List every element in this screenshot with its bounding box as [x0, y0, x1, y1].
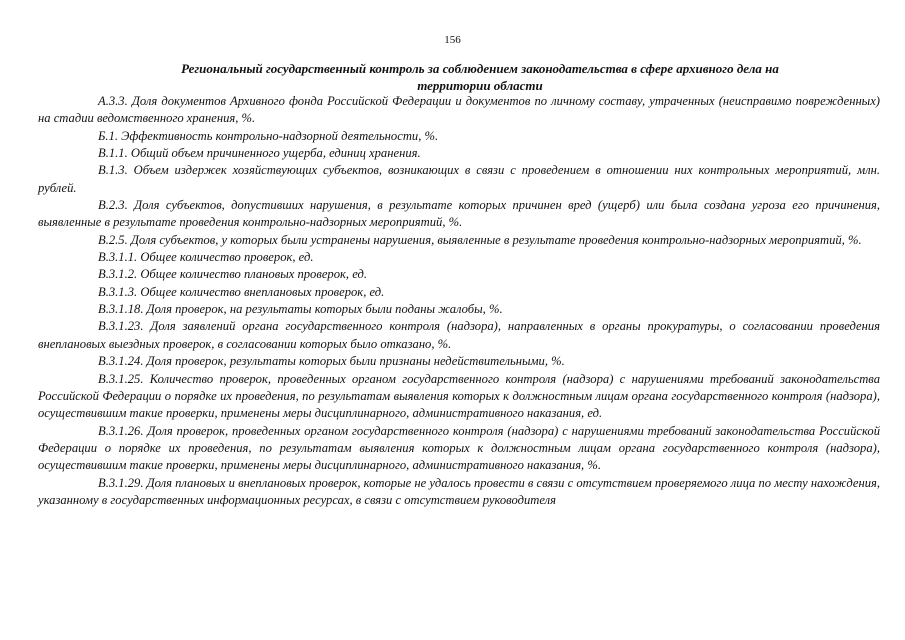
paragraph-v-3-1-3: В.3.1.3. Общее количество внеплановых проверок, ед. — [98, 284, 385, 299]
paragraph-v-2-5: В.2.5. Доля субъектов, у которых были устранены нарушения, выявленные в результате проведения контрольно-надзорных мероприятий, %. — [98, 232, 862, 247]
paragraph-v-2-3: В.2.3. Доля субъектов, допустивших нарушения, в результате которых причинен вред (ущерб) или была создана угроза его причинения, выявленные в результате проведения контрольно-надзорных мероприятий, %. — [38, 198, 880, 230]
paragraph-b-1: Б.1. Эффективность контрольно-надзорной деятельности, %. — [98, 128, 439, 143]
paragraph-v-3-1-18: В.3.1.18. Доля проверок, на результаты которых были поданы жалобы, %. — [98, 302, 503, 317]
paragraph-a-3-3: А.3.3. Доля документов Архивного фонда Российской Федерации и документов по личному составу, утраченных (неисправимо поврежденных) на стадии ведомственного хранения, %. — [38, 94, 880, 126]
paragraph-v-3-1-1: В.3.1.1. Общее количество проверок, ед. — [98, 250, 314, 265]
section-title: Региональный государственный контроль за соблюдением законодательства в сфере архивного дела на территории области — [181, 61, 779, 93]
paragraph-v-1-3: В.1.3. Объем издержек хозяйствующих субъектов, возникающих в связи с проведением в отношении них контрольных мероприятий, млн. рублей. — [38, 163, 880, 195]
paragraph-v-3-1-24: В.3.1.24. Доля проверок, результаты которых были признаны недействительными, %. — [98, 354, 565, 369]
paragraph-v-3-1-23: В.3.1.23. Доля заявлений органа государственного контроля (надзора), направленных в органы прокуратуры, о согласовании проведения внеплановых выездных проверок, в согласовании которых было отказано, %. — [38, 319, 880, 351]
paragraph-v-3-1-25: В.3.1.25. Количество проверок, проведенных органом государственного контроля (надзора) с нарушениями требований законодательства Российской Федерации о порядке их проведения, по результатам выявления которых к должностным лицам органа государственного контроля (надзора), осуществившим такие проверки, применены меры дисциплинарного, административного наказания, ед. — [38, 371, 880, 421]
paragraph-v-3-1-2: В.3.1.2. Общее количество плановых проверок, ед. — [98, 267, 367, 282]
paragraph-v-3-1-29: В.3.1.29. Доля плановых и внеплановых проверок, которые не удалось провести в связи с отсутствием проверяемого лица по месту нахождения, указанному в государственных информационных ресурсах, в связи с отсутствием руководителя — [38, 475, 880, 507]
paragraph-v-1-1: В.1.1. Общий объем причиненного ущерба, единиц хранения. — [98, 146, 421, 161]
document-body — [38, 93, 880, 509]
paragraph-v-3-1-26: В.3.1.26. Доля проверок, проведенных органом государственного контроля (надзора) с нарушениями требований законодательства Российской Федерации о порядке их проведения, по результатам выявления которых к должностным лицам органа государственного контроля (надзора), осуществившим такие проверки, применены меры дисциплинарного, административного наказания, %. — [38, 423, 880, 473]
page-number: 156 — [444, 34, 461, 46]
